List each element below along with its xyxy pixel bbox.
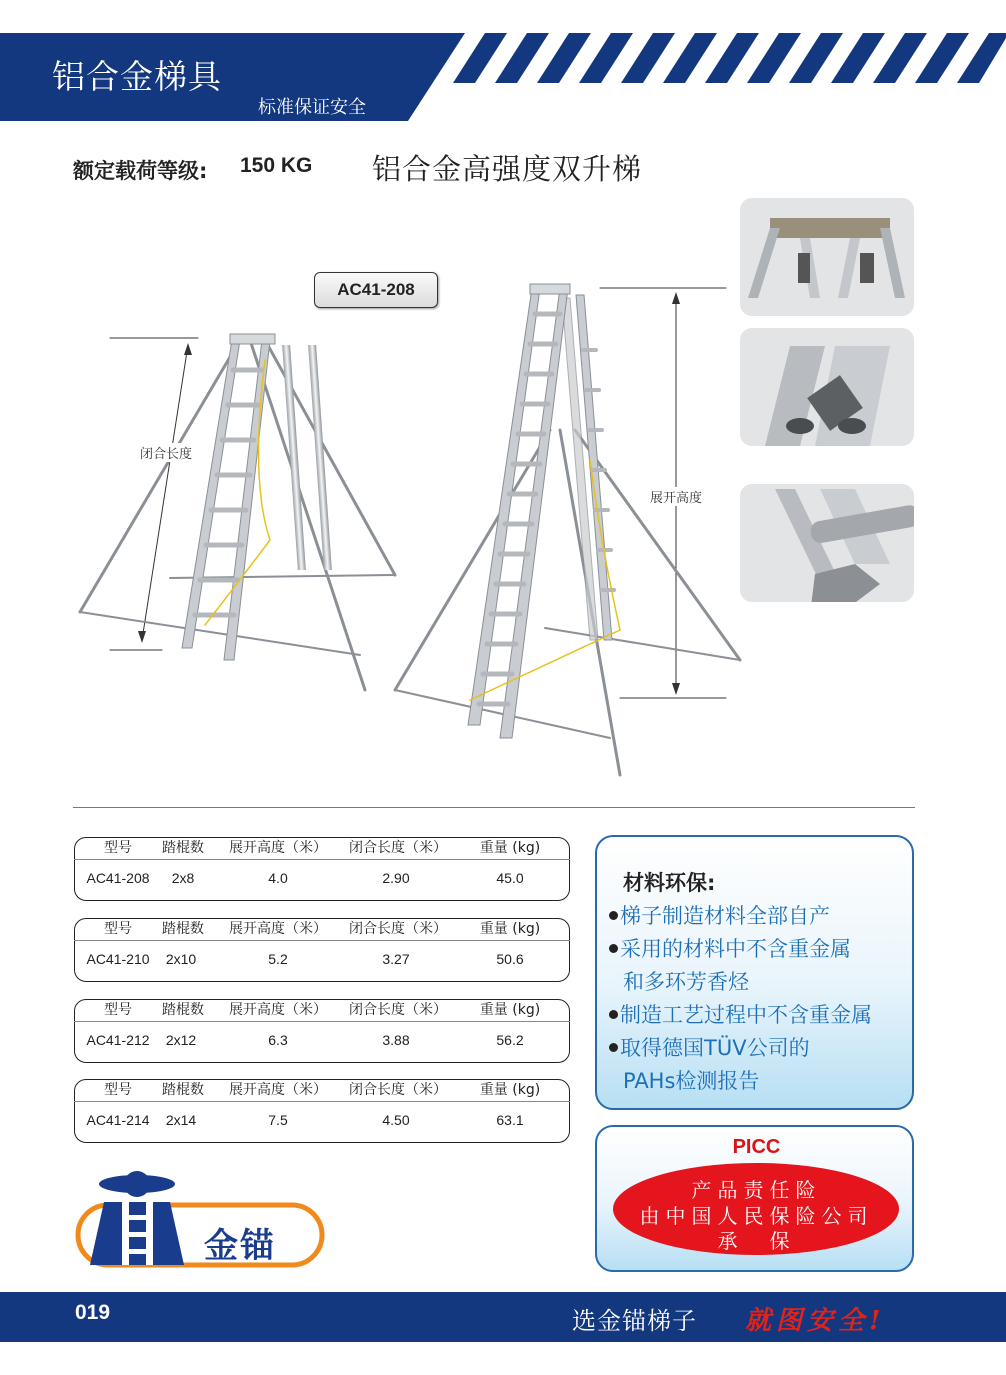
cell-weight: 45.0 [496, 870, 524, 886]
bullet-icon [609, 911, 618, 920]
col-header-rungs: 踏棍数 [162, 921, 204, 937]
col-header-model: 型号 [104, 1002, 132, 1018]
load-rating-label: 额定载荷等级: [73, 159, 208, 183]
cell-rungs: 2x14 [165, 1112, 197, 1128]
extended-height-label: 展开高度 [648, 487, 704, 506]
eco-item: 采用的材料中不含重金属 [609, 933, 851, 963]
spec-table-3 [74, 999, 570, 1063]
col-header-extended-height: 展开高度（米） [229, 1002, 327, 1018]
col-header-rungs: 踏棍数 [162, 1082, 204, 1098]
load-rating-value: 150 KG [240, 154, 313, 177]
detail-photo-top-cap [740, 198, 914, 316]
col-header-rungs: 踏棍数 [162, 1002, 204, 1018]
col-header-weight: 重量 (kg) [479, 1082, 541, 1098]
header-banner [0, 33, 1006, 121]
extended-ladder-image [395, 284, 740, 775]
eco-item-continued: 和多环芳香烃 [623, 970, 749, 994]
cell-extended-height: 7.5 [268, 1112, 288, 1128]
bullet-icon [609, 1010, 618, 1019]
col-header-closed-length: 闭合长度（米） [349, 1002, 447, 1018]
cell-rungs: 2x8 [171, 870, 195, 886]
col-header-extended-height: 展开高度（米） [229, 1082, 327, 1098]
col-header-extended-height: 展开高度（米） [229, 921, 327, 937]
insurance-box [595, 1125, 914, 1272]
product-title: 铝合金高强度双升梯 [372, 152, 643, 186]
col-header-model: 型号 [104, 921, 132, 937]
col-header-closed-length: 闭合长度（米） [349, 840, 447, 856]
col-header-closed-length: 闭合长度（米） [349, 921, 447, 937]
insurance-line-3: 承 保 [717, 1229, 796, 1253]
insurance-line-2: 由中国人民保险公司 [639, 1204, 874, 1228]
picc-title: PICC [732, 1136, 781, 1158]
col-header-weight: 重量 (kg) [479, 1002, 541, 1018]
cell-closed-length: 2.90 [382, 870, 410, 886]
cell-model: AC41-212 [86, 1032, 150, 1048]
col-header-closed-length: 闭合长度（米） [349, 1082, 447, 1098]
closed-length-label: 闭合长度 [138, 443, 194, 462]
cell-model: AC41-210 [86, 951, 150, 967]
cell-weight: 50.6 [496, 951, 524, 967]
closed-ladder-image [80, 334, 395, 690]
footer-slogan: 选金锚梯子 [572, 1307, 697, 1335]
col-header-weight: 重量 (kg) [479, 840, 541, 856]
spec-table-1 [74, 837, 570, 901]
logo-wordmark: 金锚 [204, 1226, 276, 1266]
insurance-line-1: 产品责任险 [691, 1178, 822, 1202]
spec-table-2 [74, 918, 570, 982]
eco-item: 梯子制造材料全部自产 [609, 900, 830, 930]
cell-extended-height: 6.3 [268, 1032, 288, 1048]
cell-extended-height: 5.2 [268, 951, 288, 967]
page-section-subtitle: 标准保证安全 [258, 97, 366, 118]
cell-weight: 63.1 [496, 1112, 524, 1128]
eco-item: 取得德国TÜV公司的 [609, 1032, 810, 1062]
brand-logo [74, 1170, 329, 1270]
detail-photo-hinge [740, 328, 914, 446]
col-header-weight: 重量 (kg) [479, 921, 541, 937]
bullet-icon [609, 1043, 618, 1052]
footer-slogan-emphasis: 就图安全! [745, 1306, 886, 1336]
footer-bar [0, 1292, 1006, 1342]
eco-item: 制造工艺过程中不含重金属 [609, 999, 872, 1029]
spec-table-4 [74, 1079, 570, 1143]
page-number: 019 [75, 1301, 111, 1324]
ladder-illustration [60, 270, 750, 790]
col-header-model: 型号 [104, 1082, 132, 1098]
cell-closed-length: 3.88 [382, 1032, 410, 1048]
col-header-rungs: 踏棍数 [162, 840, 204, 856]
cell-model: AC41-214 [86, 1112, 150, 1128]
model-tag: AC41-208 [314, 272, 438, 308]
cell-rungs: 2x10 [165, 951, 197, 967]
eco-item-continued: PAHs检测报告 [623, 1069, 760, 1093]
cell-extended-height: 4.0 [268, 870, 288, 886]
cell-model: AC41-208 [86, 870, 150, 886]
eco-title: 材料环保: [623, 871, 716, 895]
section-divider [73, 807, 915, 808]
eco-info-box [595, 835, 914, 1110]
cell-closed-length: 4.50 [382, 1112, 410, 1128]
cell-weight: 56.2 [496, 1032, 524, 1048]
cell-closed-length: 3.27 [382, 951, 410, 967]
col-header-model: 型号 [104, 840, 132, 856]
cell-rungs: 2x12 [165, 1032, 197, 1048]
bullet-icon [609, 944, 618, 953]
detail-photo-foot [740, 484, 914, 602]
page-section-title: 铝合金梯具 [52, 57, 222, 96]
col-header-extended-height: 展开高度（米） [229, 840, 327, 856]
